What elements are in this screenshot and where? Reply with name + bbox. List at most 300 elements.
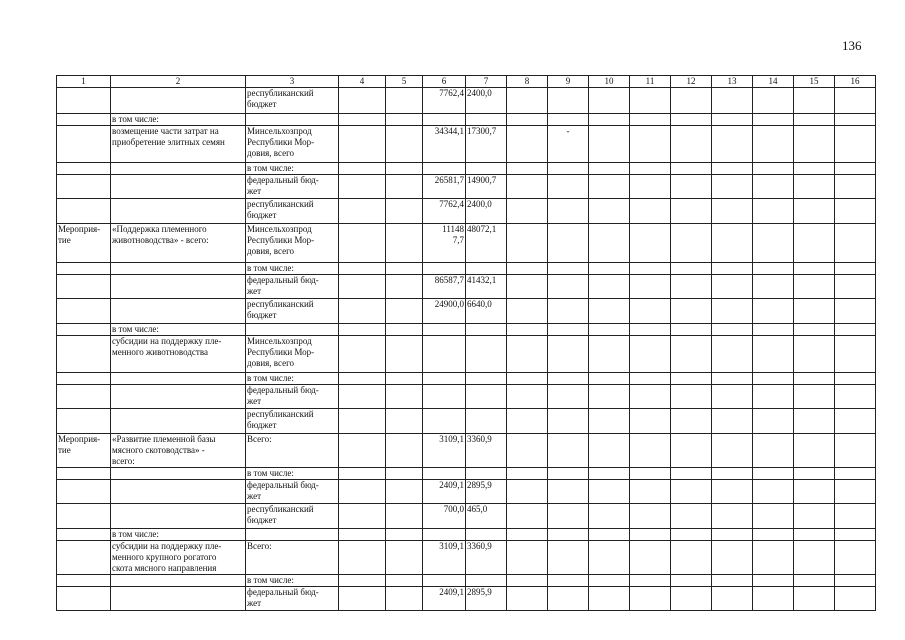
table-cell-col-13 (712, 263, 753, 275)
table-cell-col-6: 7762,4 (423, 88, 466, 114)
table-cell-col-9: - (548, 126, 589, 163)
table-cell-col-14 (753, 575, 794, 587)
table-cell-col-9 (548, 88, 589, 114)
table-cell-col-2: «Поддержка племенного животноводства» - всего: (111, 224, 246, 263)
table-cell-col-9 (548, 504, 589, 529)
table-cell-col-16 (835, 434, 876, 468)
table-row (57, 468, 876, 480)
table-cell-col-7: 3360,9 (466, 541, 507, 575)
table-cell-col-5 (386, 529, 423, 541)
table-row (57, 504, 876, 529)
table-cell-col-4 (339, 541, 386, 575)
table-cell-col-5 (386, 385, 423, 409)
table-cell-col-13 (712, 163, 753, 175)
table-cell-col-2 (111, 587, 246, 611)
table-cell-col-14 (753, 175, 794, 199)
table-cell-col-7 (466, 336, 507, 373)
table-cell-col-7: 3360,9 (466, 434, 507, 468)
table-cell-col-6 (423, 114, 466, 126)
table-cell-col-8 (507, 163, 548, 175)
table-cell-col-14 (753, 587, 794, 611)
table-cell-col-10 (589, 434, 630, 468)
table-cell-col-2 (111, 480, 246, 504)
column-header-8: 8 (507, 76, 548, 88)
table-cell-col-9 (548, 263, 589, 275)
table-cell-col-12 (671, 587, 712, 611)
table-cell-col-15 (794, 336, 835, 373)
table-cell-col-16 (835, 126, 876, 163)
table-cell-col-13 (712, 126, 753, 163)
table-cell-col-8 (507, 373, 548, 385)
table-cell-col-11 (630, 336, 671, 373)
table-cell-col-12 (671, 373, 712, 385)
table-cell-col-3: федеральный бюд- жет (246, 480, 339, 504)
table-row (57, 541, 876, 575)
table-row (57, 480, 876, 504)
table-cell-col-16 (835, 468, 876, 480)
table-cell-col-1 (57, 373, 111, 385)
table-cell-col-11 (630, 541, 671, 575)
table-cell-col-3: в том числе: (246, 263, 339, 275)
table-cell-col-15 (794, 224, 835, 263)
table-cell-col-8 (507, 587, 548, 611)
table-cell-col-13 (712, 224, 753, 263)
table-cell-col-7: 17300,7 (466, 126, 507, 163)
table-cell-col-9 (548, 575, 589, 587)
table-cell-col-2 (111, 263, 246, 275)
table-cell-col-2 (111, 575, 246, 587)
table-cell-col-10 (589, 114, 630, 126)
table-cell-col-5 (386, 224, 423, 263)
table-cell-col-8 (507, 385, 548, 409)
table-cell-col-2 (111, 468, 246, 480)
table-cell-col-5 (386, 163, 423, 175)
table-cell-col-6 (423, 575, 466, 587)
table-cell-col-9 (548, 385, 589, 409)
table-cell-col-6: 3109,1 (423, 541, 466, 575)
table-cell-col-14 (753, 114, 794, 126)
table-cell-col-4 (339, 529, 386, 541)
column-header-1: 1 (57, 76, 111, 88)
table-cell-col-9 (548, 324, 589, 336)
table-cell-col-10 (589, 480, 630, 504)
table-cell-col-14 (753, 468, 794, 480)
table-cell-col-12 (671, 163, 712, 175)
table-cell-col-5 (386, 409, 423, 434)
table-cell-col-10 (589, 541, 630, 575)
table-cell-col-5 (386, 575, 423, 587)
table-cell-col-10 (589, 275, 630, 299)
table-row (57, 263, 876, 275)
table-cell-col-10 (589, 529, 630, 541)
table-cell-col-16 (835, 114, 876, 126)
table-cell-col-14 (753, 336, 794, 373)
table-cell-col-7 (466, 468, 507, 480)
table-cell-col-13 (712, 324, 753, 336)
table-cell-col-9 (548, 175, 589, 199)
table-cell-col-6 (423, 263, 466, 275)
table-cell-col-10 (589, 385, 630, 409)
table-cell-col-3 (246, 324, 339, 336)
table-cell-col-16 (835, 409, 876, 434)
table-cell-col-12 (671, 324, 712, 336)
table-cell-col-15 (794, 114, 835, 126)
column-header-11: 11 (630, 76, 671, 88)
table-cell-col-13 (712, 480, 753, 504)
table-cell-col-7: 2400,0 (466, 88, 507, 114)
table-cell-col-6: 24900,0 (423, 299, 466, 324)
table-cell-col-12 (671, 299, 712, 324)
table-cell-col-15 (794, 434, 835, 468)
table-cell-col-2 (111, 409, 246, 434)
table-cell-col-9 (548, 480, 589, 504)
table-cell-col-15 (794, 587, 835, 611)
table-cell-col-5 (386, 263, 423, 275)
table-cell-col-10 (589, 126, 630, 163)
table-cell-col-15 (794, 299, 835, 324)
table-cell-col-12 (671, 529, 712, 541)
table-cell-col-9 (548, 541, 589, 575)
table-cell-col-11 (630, 575, 671, 587)
table-cell-col-16 (835, 504, 876, 529)
table-cell-col-16 (835, 385, 876, 409)
table-cell-col-12 (671, 480, 712, 504)
table-cell-col-15 (794, 385, 835, 409)
table-cell-col-11 (630, 324, 671, 336)
table-cell-col-5 (386, 480, 423, 504)
table-cell-col-9 (548, 163, 589, 175)
table-cell-col-10 (589, 175, 630, 199)
table-cell-col-4 (339, 468, 386, 480)
table-cell-col-2 (111, 275, 246, 299)
column-header-10: 10 (589, 76, 630, 88)
table-cell-col-13 (712, 541, 753, 575)
table-cell-col-8 (507, 114, 548, 126)
table-cell-col-12 (671, 88, 712, 114)
table-cell-col-15 (794, 575, 835, 587)
table-cell-col-3: республиканский бюджет (246, 88, 339, 114)
table-cell-col-3: республиканский бюджет (246, 504, 339, 529)
table-cell-col-8 (507, 468, 548, 480)
table-cell-col-4 (339, 373, 386, 385)
table-cell-col-2 (111, 385, 246, 409)
table-row (57, 299, 876, 324)
table-cell-col-1 (57, 409, 111, 434)
table-cell-col-5 (386, 373, 423, 385)
table-cell-col-14 (753, 529, 794, 541)
table-cell-col-13 (712, 199, 753, 224)
table-cell-col-12 (671, 224, 712, 263)
table-cell-col-16 (835, 199, 876, 224)
table-cell-col-10 (589, 199, 630, 224)
table-cell-col-12 (671, 199, 712, 224)
table-cell-col-8 (507, 336, 548, 373)
table-cell-col-11 (630, 199, 671, 224)
table-cell-col-2 (111, 88, 246, 114)
table-cell-col-16 (835, 175, 876, 199)
table-cell-col-11 (630, 480, 671, 504)
table-cell-col-14 (753, 541, 794, 575)
table-cell-col-2 (111, 299, 246, 324)
column-header-2: 2 (111, 76, 246, 88)
table-cell-col-1 (57, 541, 111, 575)
table-cell-col-14 (753, 126, 794, 163)
table-cell-col-7 (466, 575, 507, 587)
table-cell-col-4 (339, 275, 386, 299)
table-cell-col-2: субсидии на поддержку пле- менного крупного рогатого скота мясного направления (111, 541, 246, 575)
table-cell-col-11 (630, 114, 671, 126)
table-cell-col-1: Мероприя- тие (57, 224, 111, 263)
table-cell-col-7 (466, 114, 507, 126)
table-cell-col-7: 2895,9 (466, 480, 507, 504)
table-cell-col-6: 3109,1 (423, 434, 466, 468)
table-cell-col-4 (339, 575, 386, 587)
column-header-7: 7 (466, 76, 507, 88)
table-cell-col-10 (589, 263, 630, 275)
table-cell-col-4 (339, 126, 386, 163)
table-cell-col-10 (589, 504, 630, 529)
table-cell-col-5 (386, 504, 423, 529)
table-cell-col-2: в том числе: (111, 114, 246, 126)
table-cell-col-12 (671, 275, 712, 299)
table-cell-col-1 (57, 324, 111, 336)
table-cell-col-10 (589, 409, 630, 434)
table-cell-col-16 (835, 575, 876, 587)
table-cell-col-5 (386, 88, 423, 114)
page-number: 136 (842, 38, 862, 53)
table-cell-col-16 (835, 336, 876, 373)
table-cell-col-7: 6640,0 (466, 299, 507, 324)
column-header-16: 16 (835, 76, 876, 88)
table-cell-col-11 (630, 385, 671, 409)
table-cell-col-11 (630, 275, 671, 299)
table-cell-col-10 (589, 575, 630, 587)
table-cell-col-5 (386, 336, 423, 373)
table-cell-col-4 (339, 299, 386, 324)
budget-table (56, 75, 876, 611)
table-cell-col-7: 2400,0 (466, 199, 507, 224)
table-cell-col-4 (339, 336, 386, 373)
table-cell-col-6 (423, 409, 466, 434)
table-cell-col-14 (753, 324, 794, 336)
table-cell-col-3: федеральный бюд- жет (246, 275, 339, 299)
table-cell-col-8 (507, 324, 548, 336)
table-cell-col-4 (339, 88, 386, 114)
table-cell-col-1: Мероприя- тие (57, 434, 111, 468)
table-cell-col-2: в том числе: (111, 324, 246, 336)
table-cell-col-16 (835, 263, 876, 275)
table-cell-col-3: республиканский бюджет (246, 299, 339, 324)
table-cell-col-6 (423, 373, 466, 385)
table-cell-col-13 (712, 409, 753, 434)
table-cell-col-7 (466, 373, 507, 385)
table-cell-col-15 (794, 126, 835, 163)
table-row (57, 336, 876, 373)
table-cell-col-2 (111, 199, 246, 224)
table-cell-col-1 (57, 275, 111, 299)
table-cell-col-7 (466, 385, 507, 409)
table-row (57, 88, 876, 114)
table-cell-col-15 (794, 541, 835, 575)
table-cell-col-13 (712, 373, 753, 385)
table-cell-col-6: 11148 7,7 (423, 224, 466, 263)
table-cell-col-11 (630, 409, 671, 434)
table-cell-col-9 (548, 434, 589, 468)
table-row (57, 324, 876, 336)
table-cell-col-13 (712, 385, 753, 409)
table-cell-col-7: 41432,1 (466, 275, 507, 299)
table-cell-col-5 (386, 114, 423, 126)
table-cell-col-10 (589, 468, 630, 480)
table-cell-col-14 (753, 373, 794, 385)
table-cell-col-2 (111, 175, 246, 199)
table-cell-col-16 (835, 587, 876, 611)
table-cell-col-1 (57, 385, 111, 409)
table-cell-col-11 (630, 373, 671, 385)
table-cell-col-16 (835, 88, 876, 114)
table-cell-col-1 (57, 88, 111, 114)
table-cell-col-4 (339, 114, 386, 126)
table-cell-col-9 (548, 587, 589, 611)
table-cell-col-8 (507, 126, 548, 163)
table-cell-col-5 (386, 434, 423, 468)
table-cell-col-5 (386, 175, 423, 199)
table-cell-col-12 (671, 409, 712, 434)
column-header-15: 15 (794, 76, 835, 88)
table-cell-col-8 (507, 299, 548, 324)
table-row (57, 434, 876, 468)
table-cell-col-11 (630, 434, 671, 468)
table-body (57, 88, 876, 611)
table-cell-col-10 (589, 587, 630, 611)
table-row (57, 275, 876, 299)
table-cell-col-5 (386, 468, 423, 480)
table-cell-col-3: в том числе: (246, 468, 339, 480)
table-cell-col-14 (753, 275, 794, 299)
table-cell-col-5 (386, 199, 423, 224)
table-cell-col-6: 7762,4 (423, 199, 466, 224)
table-cell-col-4 (339, 480, 386, 504)
column-header-6: 6 (423, 76, 466, 88)
table-cell-col-9 (548, 529, 589, 541)
table-row (57, 224, 876, 263)
table-cell-col-15 (794, 263, 835, 275)
table-cell-col-14 (753, 224, 794, 263)
table-cell-col-8 (507, 88, 548, 114)
table-cell-col-15 (794, 199, 835, 224)
table-cell-col-14 (753, 163, 794, 175)
table-cell-col-5 (386, 541, 423, 575)
table-cell-col-13 (712, 299, 753, 324)
table-cell-col-15 (794, 468, 835, 480)
table-cell-col-8 (507, 224, 548, 263)
table-cell-col-1 (57, 480, 111, 504)
table-cell-col-8 (507, 529, 548, 541)
table-cell-col-5 (386, 126, 423, 163)
table-cell-col-12 (671, 263, 712, 275)
table-cell-col-7: 48072,1 (466, 224, 507, 263)
table-cell-col-12 (671, 126, 712, 163)
table-cell-col-8 (507, 199, 548, 224)
table-cell-col-13 (712, 275, 753, 299)
table-cell-col-8 (507, 263, 548, 275)
table-cell-col-5 (386, 299, 423, 324)
table-cell-col-9 (548, 409, 589, 434)
table-cell-col-12 (671, 385, 712, 409)
column-header-14: 14 (753, 76, 794, 88)
table-cell-col-4 (339, 163, 386, 175)
table-cell-col-11 (630, 263, 671, 275)
table-cell-col-14 (753, 385, 794, 409)
table-cell-col-3: республиканский бюджет (246, 199, 339, 224)
table-cell-col-9 (548, 224, 589, 263)
table-cell-col-16 (835, 324, 876, 336)
table-cell-col-2: возмещение части затрат на приобретение элитных семян (111, 126, 246, 163)
table-cell-col-13 (712, 175, 753, 199)
table-cell-col-6 (423, 385, 466, 409)
table-cell-col-9 (548, 199, 589, 224)
table-cell-col-13 (712, 504, 753, 529)
table-cell-col-10 (589, 336, 630, 373)
table-cell-col-14 (753, 409, 794, 434)
table-cell-col-14 (753, 263, 794, 275)
table-cell-col-2: субсидии на поддержку пле- менного животноводства (111, 336, 246, 373)
table-cell-col-12 (671, 336, 712, 373)
table-cell-col-6 (423, 336, 466, 373)
table-cell-col-4 (339, 175, 386, 199)
table-cell-col-8 (507, 575, 548, 587)
table-cell-col-11 (630, 504, 671, 529)
table-cell-col-2 (111, 504, 246, 529)
table-cell-col-1 (57, 336, 111, 373)
table-cell-col-2: «Развитие племенной базы мясного скотоводства» - всего: (111, 434, 246, 468)
table-cell-col-1 (57, 529, 111, 541)
table-cell-col-11 (630, 529, 671, 541)
table-cell-col-3: федеральный бюд- жет (246, 385, 339, 409)
table-cell-col-15 (794, 409, 835, 434)
table-cell-col-4 (339, 587, 386, 611)
table-cell-col-6: 2409,1 (423, 587, 466, 611)
table-cell-col-13 (712, 575, 753, 587)
table-row (57, 126, 876, 163)
table-cell-col-6: 34344,1 (423, 126, 466, 163)
table-cell-col-11 (630, 163, 671, 175)
table-cell-col-1 (57, 504, 111, 529)
table-cell-col-7: 465,0 (466, 504, 507, 529)
table-cell-col-12 (671, 504, 712, 529)
table-cell-col-13 (712, 336, 753, 373)
table-cell-col-4 (339, 385, 386, 409)
table-cell-col-3: в том числе: (246, 575, 339, 587)
table-cell-col-10 (589, 324, 630, 336)
table-cell-col-4 (339, 199, 386, 224)
table-cell-col-14 (753, 504, 794, 529)
table-cell-col-4 (339, 263, 386, 275)
table-cell-col-1 (57, 114, 111, 126)
table-cell-col-13 (712, 468, 753, 480)
table-cell-col-11 (630, 126, 671, 163)
table-cell-col-3: в том числе: (246, 163, 339, 175)
table-cell-col-8 (507, 480, 548, 504)
table-cell-col-1 (57, 263, 111, 275)
table-cell-col-14 (753, 434, 794, 468)
table-cell-col-2 (111, 373, 246, 385)
table-row (57, 175, 876, 199)
table-cell-col-6: 700,0 (423, 504, 466, 529)
table-cell-col-5 (386, 587, 423, 611)
table-cell-col-13 (712, 88, 753, 114)
table-header-row (57, 76, 876, 88)
